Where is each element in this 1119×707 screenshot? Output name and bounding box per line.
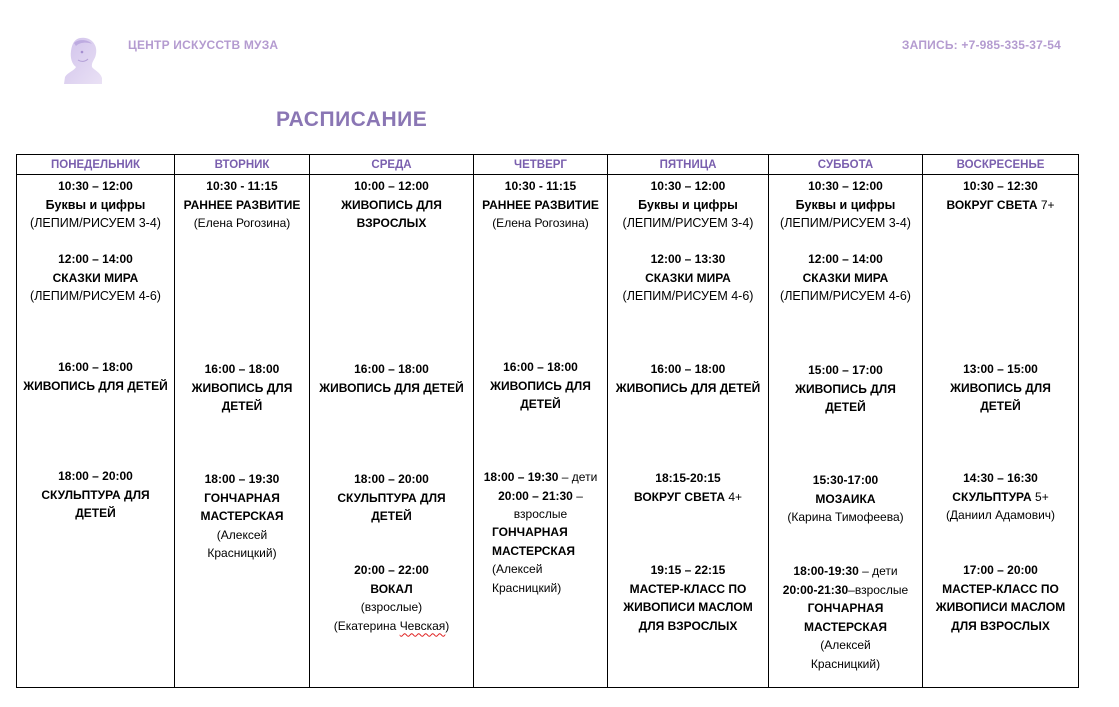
class-time: 20:00 – 22:00 [354,563,429,577]
class-name: Буквы и цифры [795,197,896,212]
org-name: ЦЕНТР ИСКУССТВ МУЗА [128,38,279,52]
class-time: 18:00 – 20:00 [58,469,133,483]
class-time: 10:30 – 12:30 [963,179,1038,193]
class-time: 10:30 – 12:00 [808,179,883,193]
schedule-table [16,154,1079,688]
day-header-thursday: ЧЕТВЕРГ [474,155,608,175]
booking-phone: ЗАПИСЬ: +7-985-335-37-54 [901,38,1061,52]
class-name: ЖИВОПИСЬ ДЛЯ [950,380,1051,395]
class-name: МАСТЕР-КЛАСС ПО [629,581,747,596]
class-slot [923,561,1078,635]
teacher-name: (Алексей [216,527,268,542]
schedule-row [17,175,1079,688]
class-name: МАСТЕР-КЛАСС ПО [942,581,1059,596]
class-name: ДЕТЕЙ [221,399,263,413]
class-name: РАННЕЕ РАЗВИТИЕ [183,197,301,212]
class-name: ЖИВОПИСЬ ДЛЯ ДЕТЕЙ [615,380,761,395]
class-time: 15:00 – 17:00 [808,363,883,377]
class-name: ГОНЧАРНАЯ [492,525,568,539]
class-slot [474,358,607,414]
class-slot [608,177,768,233]
class-time-row [769,581,922,600]
class-slot [474,177,607,233]
class-slot [608,561,768,635]
muse-logo-icon [58,34,108,86]
class-name: ДЕТЕЙ [75,506,116,520]
class-name: МАСТЕРСКАЯ [492,543,576,558]
class-slot [474,468,607,524]
class-note: (ЛЕПИМ/РИСУЕМ 4-6) [780,289,911,303]
class-time: 10:30 - 11:15 [206,179,278,193]
teacher-name: Красницкий) [207,546,277,560]
class-slot [17,467,174,523]
class-time: 16:00 – 18:00 [204,362,280,376]
class-name: Буквы и цифры [45,197,146,212]
monday-cell [17,175,175,688]
class-time: 19:15 – 22:15 [650,563,726,577]
class-name-row [608,488,768,507]
class-name: МАСТЕРСКАЯ [803,619,888,634]
class-note: – [572,488,583,503]
class-name: ГОНЧАРНАЯ [204,490,280,505]
class-slot [608,250,768,306]
class-name: ЖИВОПИСИ МАСЛОМ [623,600,753,614]
class-note: – дети [558,470,598,484]
class-slot [310,561,473,635]
class-time: 10:30 – 12:00 [650,179,726,193]
class-name: ВЗРОСЛЫХ [356,216,427,230]
class-time: 16:00 – 18:00 [354,362,429,376]
teacher-name [310,617,473,636]
class-name: ДЕТЕЙ [825,400,866,414]
teacher-last-name: Чевская [399,618,446,633]
class-name: СКАЗКИ МИРА [802,270,889,285]
class-time: 14:30 – 16:30 [963,471,1038,485]
class-slot [769,562,922,673]
class-time-row [474,468,607,487]
class-slot [608,469,768,506]
class-name-row [923,488,1078,507]
class-time: 18:00 – 19:30 [204,472,280,486]
class-name: ЖИВОПИСЬ ДЛЯ ДЕТЕЙ [23,378,168,393]
day-header-friday: ПЯТНИЦА [608,155,769,175]
class-name: Буквы и цифры [638,197,738,212]
class-name: ЖИВОПИСЬ ДЛЯ [341,197,442,212]
saturday-cell [769,175,923,688]
class-time: 10:30 – 12:00 [58,179,133,193]
age-badge: 7+ [1037,197,1055,212]
class-time: 18:00 – 19:30 [483,470,559,484]
class-note: (ЛЕПИМ/РИСУЕМ 4-6) [30,289,161,303]
class-time: 12:00 – 14:00 [58,252,133,266]
class-slot [608,360,768,397]
class-slot [769,250,922,306]
class-time: 16:00 – 18:00 [503,360,578,374]
class-time: 16:00 – 18:00 [650,362,726,376]
wednesday-cell [310,175,474,688]
class-name: ДЕТЕЙ [520,397,561,411]
class-name: ВОКАЛ [370,581,413,596]
tuesday-cell [175,175,310,688]
class-name: ЖИВОПИСЬ ДЛЯ [191,380,293,395]
teacher-name: (Елена Рогозина) [193,216,291,230]
class-time: 15:30-17:00 [812,473,879,487]
class-slot [769,471,922,527]
class-name: ЖИВОПИСЬ ДЛЯ [490,378,591,393]
class-slot [175,360,309,416]
class-slot [769,361,922,417]
class-name: РАННЕЕ РАЗВИТИЕ [482,197,599,212]
class-time: 20:00-21:30 [782,582,849,597]
class-slot [310,360,473,397]
class-name: ДЛЯ ВЗРОСЛЫХ [638,618,738,633]
teacher-name: Красницкий) [810,656,881,671]
class-slot [474,523,607,597]
class-time: 12:00 – 14:00 [808,252,883,266]
class-time: 10:30 - 11:15 [504,179,577,193]
teacher-name: Красницкий) [492,580,562,595]
class-note: (ЛЕПИМ/РИСУЕМ 4-6) [622,289,754,303]
teacher-name: (Даниил Адамович) [945,508,1056,522]
class-name: ЖИВОПИСЬ ДЛЯ ДЕТЕЙ [319,380,464,395]
class-slot [923,360,1078,416]
class-name: ВОКРУГ СВЕТА [633,489,726,504]
friday-cell [608,175,769,688]
page-title: РАСПИСАНИЕ [276,108,428,129]
day-header-saturday: СУББОТА [769,155,923,175]
day-header-wednesday: СРЕДА [310,155,474,175]
class-name: ЖИВОПИСЬ ДЛЯ [795,381,896,396]
class-note: – дети [858,564,898,578]
thursday-cell [474,175,608,688]
class-slot [923,177,1078,214]
teacher-name: (Елена Рогозина) [492,216,589,230]
class-time: 20:00 – 21:30 [498,488,573,503]
class-time-row [769,562,922,581]
class-slot [17,177,174,233]
class-name: ЖИВОПИСИ МАСЛОМ [935,600,1066,614]
teacher-name: (Карина Тимофеева) [787,510,904,524]
class-name: МАСТЕРСКАЯ [200,509,284,523]
teacher-paren: ) [445,618,450,633]
class-name: СКУЛЬПТУРА ДЛЯ [41,487,150,502]
class-time: 17:00 – 20:00 [963,563,1038,577]
class-time: 12:00 – 13:30 [650,252,726,266]
teacher-name: (Алексей [820,638,871,652]
class-note: взрослые [513,507,568,521]
class-time: 18:00 – 20:00 [354,472,429,486]
class-name: ДЕТЕЙ [980,399,1021,413]
day-header-sunday: ВОСКРЕСЕНЬЕ [923,155,1079,175]
class-time: 16:00 – 18:00 [58,360,133,374]
class-name: ВОКРУГ СВЕТА [946,197,1038,212]
class-note: (ЛЕПИМ/РИСУЕМ 3-4) [30,216,161,230]
class-name: СКАЗКИ МИРА [645,270,731,285]
day-header-monday: ПОНЕДЕЛЬНИК [17,155,175,175]
class-name: СКУЛЬПТУРА [952,489,1032,504]
class-slot [175,177,309,233]
class-name: ДЛЯ ВЗРОСЛЫХ [951,618,1050,633]
teacher-first-name: (Екатерина [333,618,400,633]
header-row [17,155,1079,175]
class-time: 13:00 – 15:00 [963,362,1038,376]
class-note: (взрослые) [360,600,423,614]
class-name-row [923,196,1078,215]
class-note: (ЛЕПИМ/РИСУЕМ 3-4) [780,216,911,230]
class-time: 10:00 – 12:00 [354,179,429,193]
class-slot [769,177,922,233]
class-name: ДЕТЕЙ [371,509,412,523]
class-slot [310,470,473,526]
class-name: СКАЗКИ МИРА [52,270,139,285]
class-time: 18:15-20:15 [655,471,721,485]
class-slot [175,470,309,563]
class-name: МОЗАИКА [815,491,876,506]
age-badge: 5+ [1031,489,1049,504]
teacher-name: (Алексей [492,562,543,576]
class-slot [923,469,1078,525]
title-clip [276,106,446,129]
sunday-cell [923,175,1079,688]
class-slot [17,250,174,306]
class-time-row [474,487,607,506]
class-slot [310,177,473,233]
class-note: –взрослые [848,582,909,597]
class-name: СКУЛЬПТУРА ДЛЯ [337,490,446,505]
class-note: (ЛЕПИМ/РИСУЕМ 3-4) [622,216,754,230]
age-badge: 4+ [725,489,743,504]
class-name: ГОНЧАРНАЯ [807,601,884,615]
class-slot [17,358,174,395]
day-header-tuesday: ВТОРНИК [175,155,310,175]
class-time: 18:00-19:30 [793,564,859,578]
